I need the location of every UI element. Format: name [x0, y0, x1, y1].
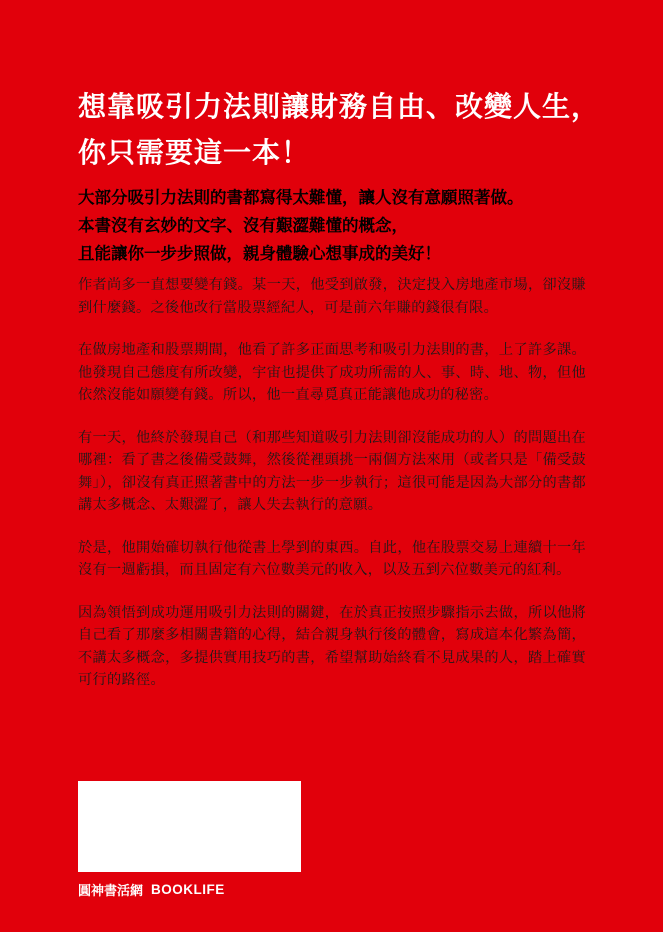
- body-text: [78, 274, 586, 712]
- subhead-line-2: 本書沒有玄妙的文字、沒有艱澀難懂的概念，: [78, 216, 408, 235]
- publisher-name-chinese: 圓神書活網: [78, 884, 144, 899]
- body-paragraph-4: 於是，他開始確切執行他從書上學到的東西。自此，他在股票交易上連續十一年沒有一週虧損，而且固定有六位數美元的收入，以及五到六位數美元的紅利。: [78, 539, 586, 578]
- subhead-line-1: 大部分吸引力法則的書都寫得太難懂，讓人沒有意願照著做。: [78, 188, 524, 207]
- body-paragraph-3: 有一天，他終於發現自己（和那些知道吸引力法則卻沒能成功的人）的問題出在哪裡：看了書之後備受鼓舞，然後從裡頭挑一兩個方法來用（或者只是「備受鼓舞」），卻沒有真正照著書中的方法一步一步執行；這很可能是因為大部分的書都講太多概念、太艱澀了，讓人失去執行的意願。: [78, 429, 586, 513]
- publisher-logo: [78, 880, 225, 899]
- headline-line-1: 想靠吸引力法則讓財務自由、改變人生，: [78, 90, 601, 123]
- headline-line-2: 你只需要這一本！: [78, 136, 311, 169]
- barcode-area: [78, 781, 301, 872]
- subheadline: [78, 184, 598, 268]
- body-paragraph-2: 在做房地產和股票期間，他看了許多正面思考和吸引力法則的書，上了許多課。他發現自己態度有所改變，宇宙也提供了成功所需的人、事、時、地、物，但他依然沒能如願變有錢。所以，他一直尋覓真正能讓他成功的秘密。: [78, 342, 586, 403]
- body-paragraph-5: 因為領悟到成功運用吸引力法則的關鍵，在於真正按照步驟指示去做，所以他將自己看了那麼多相關書籍的心得，結合親身執行後的體會，寫成這本化繁為簡，不講太多概念，多提供實用技巧的書，希望幫助始終看不見成果的人，踏上確實可行的路徑。: [78, 604, 586, 688]
- headline: [78, 84, 618, 176]
- subhead-line-3: 且能讓你一步步照做，親身體驗心想事成的美好！: [78, 244, 441, 263]
- publisher-name-english: BOOKLIFE: [151, 882, 225, 897]
- body-paragraph-1: 作者尚多一直想要變有錢。某一天，他受到啟發，決定投入房地產市場，卻沒賺到什麼錢。之後他改行當股票經紀人，可是前六年賺的錢很有限。: [78, 277, 586, 316]
